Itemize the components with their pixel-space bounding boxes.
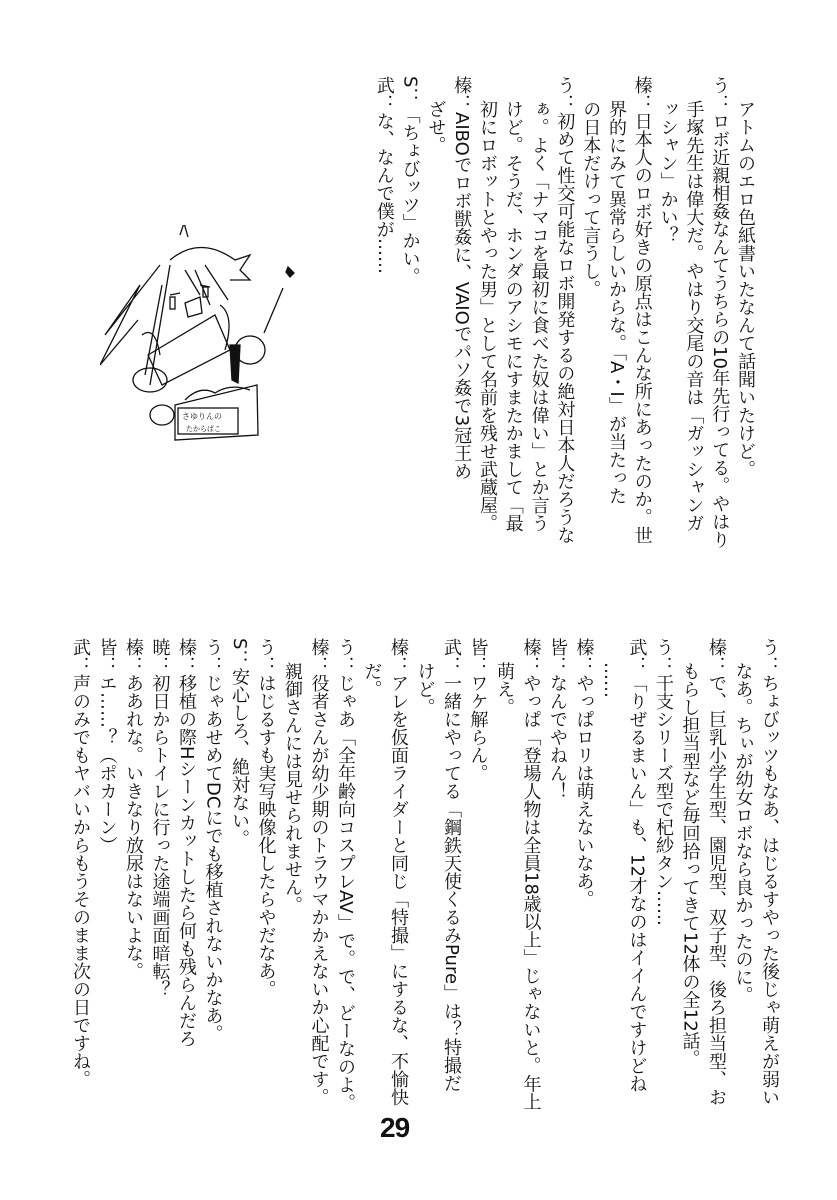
dialogue-text: ざせ。 [425, 100, 447, 154]
speaker-label: 武： [373, 76, 395, 112]
speaker-label: 榛： [520, 638, 542, 674]
speaker-label: 榛： [631, 76, 653, 112]
dialogue-text: 手塚先生は偉大だ。やはり交尾の音は「ガッシャンガ [683, 100, 705, 532]
speaker-label: 武： [441, 638, 462, 674]
dialogue-line [398, 76, 422, 285]
dialogue-text: ぁ。よく「ナマコを最初に食べた奴は偉い」とか言う [528, 100, 550, 532]
dialogue-text: 萌え。 [494, 662, 515, 716]
speaker-label: 皆： [547, 638, 568, 674]
chibi-character-illustration [100, 225, 340, 545]
dialogue-line [201, 638, 225, 1042]
dialogue-line [651, 638, 675, 926]
dialogue-text: 初日からトイレに行った途端画面暗転？ [149, 674, 171, 998]
motion-line-and-fly [264, 267, 294, 333]
speaker-label: 榛： [573, 638, 595, 674]
dialogue-line [733, 100, 757, 478]
dialogue-line [372, 76, 396, 274]
speaker-label: 榛： [176, 638, 197, 674]
dialogue-text: ロボ近親相姦なんてうちらの10年先行ってる。やはり [709, 112, 731, 549]
dialogue-line [598, 662, 622, 698]
dialogue-text: はじるすも実写映像化したらやだなあ。 [255, 674, 277, 998]
dialogue-line [707, 76, 731, 549]
dialogue-text: なんでやねん！ [547, 674, 568, 800]
speaker-label: 榛： [451, 76, 473, 112]
dialogue-text: けど。 [414, 662, 436, 716]
dialogue-text: 「ちょびッツ」かい。 [399, 105, 421, 286]
speaker-label: 榛： [706, 638, 727, 674]
dialogue-text: ワケ解らん。 [467, 674, 489, 782]
dialogue-text: 一緒にやってる「鋼鉄天使くるみPure」は？特撮だ [441, 674, 462, 1093]
dialogue-line [552, 76, 576, 544]
speaker-label: う： [335, 638, 356, 674]
dialogue-line [121, 638, 145, 980]
dialogue-line [704, 638, 728, 1106]
dialogue-line [254, 638, 278, 998]
speaker-label: 榛： [388, 638, 409, 674]
dialogue-line [439, 638, 463, 1092]
dialogue-line [519, 638, 543, 1111]
dialogue-text: ああれな。いきなり放尿はないよな。 [123, 674, 144, 980]
dialogue-line [333, 638, 357, 1111]
dialogue-line [466, 638, 490, 782]
dialogue-text: もらし担当型など毎回拾ってきて12体の全12話。 [679, 662, 701, 1068]
dialogue-line [681, 100, 705, 532]
dialogue-text: 日本人のロボ好きの原点はこんな所にあったのか。世 [631, 112, 653, 544]
dialogue-text: 初にロボットとやった男」として名前を残せ武蔵屋。 [477, 100, 498, 532]
speaker-label: 武： [70, 638, 91, 674]
dialogue-text: 「りぜるまいん」も、12才なのはイイんですけどね [626, 674, 648, 1093]
dialogue-line [475, 100, 499, 532]
dialogue-text: ちょびッツもなあ、はじるすやった後じゃ萌えが弱い [759, 674, 780, 1106]
dialogue-line [656, 100, 680, 244]
dialogue-line [630, 76, 654, 544]
dialogue-line [492, 662, 516, 716]
speaker-label: う： [759, 638, 780, 674]
dialogue-text: じゃあせめてDCにでも移植されないかなあ。 [202, 674, 224, 1043]
dialogue-text: じゃあ「全年齢向コスプレAV」で。で、どーなのよ。 [335, 674, 356, 1112]
speaker-label: う： [653, 638, 674, 674]
dialogue-text: 役者さんが幼少期のトラウマかかえないか心配です。 [308, 674, 330, 1106]
dialogue-line [449, 76, 473, 480]
dialogue-text: やっぱロリは萌えないなあ。 [573, 674, 595, 908]
dialogue-line [545, 638, 569, 800]
speaker-label: 榛： [308, 638, 330, 674]
dialogue-line [360, 662, 384, 698]
dialogue-text: 干支シリーズ型で杞紗タン…… [653, 674, 674, 926]
dialogue-line [174, 638, 198, 1048]
dialogue-line [413, 662, 437, 716]
speaker-label: 武： [626, 638, 648, 674]
dialogue-text: 移植の際Hシーンカットしたら何も残らんだろ [176, 674, 197, 1048]
dialogue-text: アトムのエロ色紙書いたなんて話聞いたけど。 [735, 100, 756, 478]
dialogue-line [572, 638, 596, 908]
speaker-label: S： [229, 638, 250, 668]
dialogue-text: なあ。ちぃが幼女ロボなら良かったのに。 [732, 662, 754, 1004]
dialogue-text: で、巨乳小学生型、園児型、双子型、後ろ担当型、お [706, 674, 727, 1106]
dialogue-line [68, 638, 92, 1088]
dialogue-text: 安心しろ、絶対ない。 [229, 667, 250, 848]
dialogue-line [280, 662, 304, 914]
dialogue-line [731, 662, 755, 1004]
dialogue-text: 初めて性交可能なロボ開発するの絶対日本人だろうな [554, 112, 576, 544]
dialogue-line [604, 100, 628, 505]
dialogue-line [148, 638, 172, 998]
box-label-line2: たからばこ [186, 425, 221, 433]
dialogue-line [227, 638, 251, 847]
dialogue-line [307, 638, 331, 1106]
speaker-label: う： [554, 76, 576, 112]
speaker-label: S： [399, 76, 421, 106]
speaker-label: う： [709, 76, 731, 112]
dialogue-text: けど。そうだ、ホンダのアシモにすまたかまして「最 [502, 100, 524, 532]
page-number: 29 [380, 1112, 410, 1143]
dialogue-line [757, 638, 781, 1106]
box-label-line1: さゆりんの [182, 412, 222, 421]
dialogue-text: 親御さんには見せられません。 [282, 662, 303, 914]
dialogue-text: 界的にみて異常らしいからな。「A・I」が当たった [606, 100, 627, 505]
dialogue-text: AIBOでロボ獣姦に、VAIOでパソ姦で3冠王め [451, 112, 473, 481]
speaker-label: う： [255, 638, 277, 674]
speaker-label: う： [202, 638, 224, 674]
dialogue-text: …… [600, 662, 621, 698]
dialogue-line [678, 662, 702, 1068]
dialogue-line [386, 638, 410, 1106]
speaker-label: 暁： [149, 638, 171, 674]
dialogue-line [578, 100, 602, 298]
dialogue-text: アレを仮面ライダーと同じ「特撮」にするな、不愉快 [388, 674, 409, 1106]
character-holding-card [133, 305, 265, 392]
dialogue-text: の日本だけって言うし。 [580, 100, 602, 298]
dialogue-line [527, 100, 551, 532]
speaker-label: 皆： [96, 638, 118, 674]
dialogue-line [625, 638, 649, 1093]
dialogue-line [95, 638, 119, 854]
dialogue-line [501, 100, 525, 532]
dialogue-text: ッシャン」かい？ [657, 100, 679, 244]
dialogue-text: な、なんで僕が…… [373, 112, 395, 274]
dialogue-text: だ。 [361, 662, 383, 698]
dialogue-text: エ……？（ポカーン） [96, 674, 118, 854]
dialogue-text: 声のみでもヤバいからもうそのまま次の日ですね。 [70, 674, 91, 1088]
speaker-label: 皆： [467, 638, 489, 674]
dialogue-line [423, 100, 447, 154]
treasure-box [150, 385, 258, 440]
dialogue-text: やっぱ「登場人物は全員18歳以上」じゃないと。年上 [520, 674, 542, 1111]
speaker-label: 榛： [123, 638, 144, 674]
